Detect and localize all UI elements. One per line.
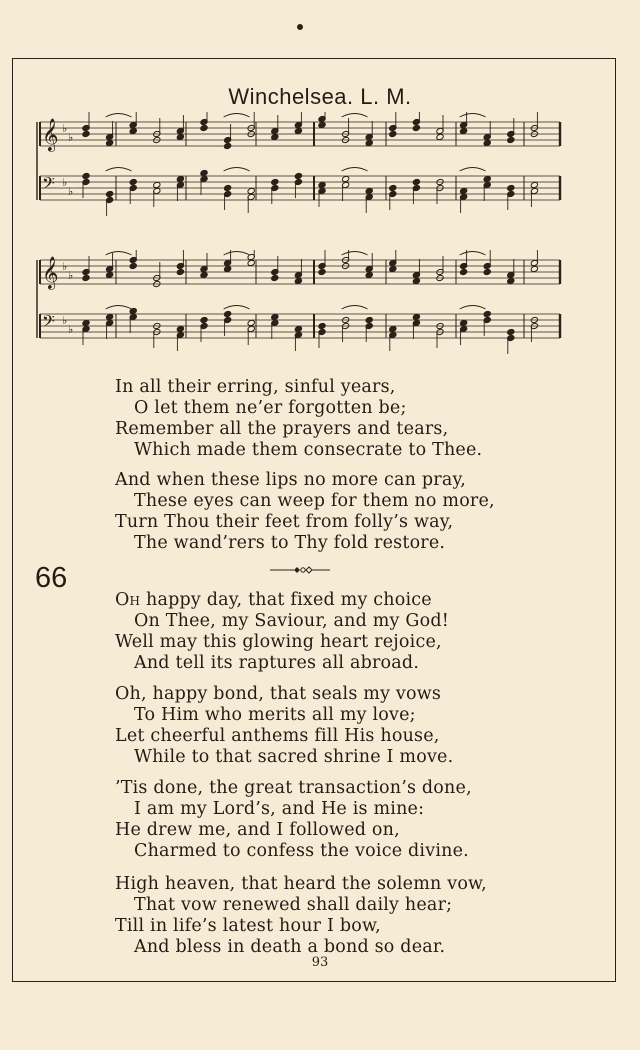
- note-head: [82, 274, 90, 281]
- bass-clef: 𝄢: [42, 311, 55, 335]
- flat-sign: ♭: [62, 260, 68, 273]
- flat-sign: ♭: [68, 131, 74, 144]
- verse-line: Oh, happy bond, that seals my vows: [115, 684, 442, 704]
- slur: [460, 114, 486, 118]
- verse-line: He drew me, and I followed on,: [115, 820, 400, 840]
- note-head: [342, 175, 350, 182]
- note-head: [389, 184, 397, 191]
- stanza: [115, 778, 472, 862]
- note-head: [530, 181, 538, 188]
- verse-line: Remember all the prayers and tears,: [115, 419, 449, 439]
- stanza: [115, 874, 487, 958]
- note-head: [200, 316, 208, 323]
- verse-line-rest: happy day, that fixed my choice: [140, 590, 432, 610]
- slur: [342, 306, 368, 310]
- note-head: [224, 142, 232, 149]
- note-head: [389, 325, 397, 332]
- note-head: [389, 130, 397, 137]
- verse-line: To Him who merits all my love;: [134, 705, 416, 725]
- note-head: [153, 181, 161, 188]
- verse-line: Charmed to confess the voice divine.: [134, 841, 469, 861]
- slur: [342, 252, 368, 256]
- note-head: [224, 310, 232, 317]
- note-head: [106, 271, 114, 278]
- note-head: [271, 178, 279, 185]
- note-head: [294, 127, 302, 134]
- drop-word: Oh: [115, 590, 141, 610]
- note-head: [389, 265, 397, 272]
- note-head: [507, 277, 515, 284]
- verse-line: On Thee, my Saviour, and my God!: [134, 611, 449, 631]
- note-head: [82, 319, 90, 326]
- verse-line: Till in life’s latest hour I bow,: [115, 916, 381, 936]
- verse-line: And when these lips no more can pray,: [115, 470, 466, 490]
- note-head: [318, 121, 326, 128]
- stanza: [115, 590, 449, 674]
- flat-sign: ♭: [62, 122, 68, 135]
- note-head: [483, 175, 491, 182]
- verse-line: Let cheerful anthems fill His house,: [115, 726, 440, 746]
- note-head: [200, 271, 208, 278]
- verse-line: These eyes can weep for them no more,: [134, 491, 495, 511]
- flat-sign: ♭: [68, 323, 74, 336]
- slur: [460, 252, 486, 256]
- note-head: [129, 178, 137, 185]
- note-head: [247, 259, 255, 266]
- note-head: [460, 268, 468, 275]
- note-head: [82, 172, 90, 179]
- note-head: [365, 271, 373, 278]
- note-head: [412, 124, 420, 131]
- note-head: [294, 325, 302, 332]
- music-score-system-1: [36, 112, 564, 222]
- note-head: [318, 322, 326, 329]
- page-number: 93: [311, 955, 329, 970]
- note-head: [224, 184, 232, 191]
- note-head: [129, 127, 137, 134]
- note-head: [176, 133, 184, 140]
- verse-line: While to that sacred shrine I move.: [134, 747, 454, 767]
- verse-line: In all their erring, sinful years,: [115, 377, 396, 397]
- flat-sign: ♭: [62, 314, 68, 327]
- note-head: [507, 136, 515, 143]
- section-divider-ornament: [270, 562, 330, 578]
- tune-title: Winchelsea. L. M.: [228, 84, 412, 109]
- note-head: [200, 169, 208, 176]
- note-head: [483, 268, 491, 275]
- note-head: [365, 316, 373, 323]
- slur: [106, 306, 132, 310]
- note-head: [200, 124, 208, 131]
- note-head: [460, 319, 468, 326]
- verse-line: I am my Lord’s, and He is mine:: [134, 799, 425, 819]
- verse-line: O let them ne’er forgotten be;: [134, 398, 407, 418]
- flat-sign: ♭: [68, 269, 74, 282]
- note-head: [412, 313, 420, 320]
- slur: [224, 114, 250, 118]
- note-head: [176, 175, 184, 182]
- bass-clef: 𝄢: [42, 173, 55, 197]
- stanza: [115, 470, 495, 554]
- note-head: [483, 310, 491, 317]
- note-head: [460, 187, 468, 194]
- note-head: [106, 313, 114, 320]
- note-head: [460, 127, 468, 134]
- note-head: [129, 262, 137, 269]
- note-head: [294, 172, 302, 179]
- note-head: [365, 187, 373, 194]
- slur: [224, 168, 250, 172]
- note-head: [271, 313, 279, 320]
- note-head: [507, 184, 515, 191]
- note-head: [365, 139, 373, 146]
- note-head: [106, 190, 114, 197]
- slur: [106, 114, 132, 118]
- verse-line: Which made them consecrate to Thee.: [134, 440, 483, 460]
- note-head: [271, 274, 279, 281]
- note-head: [294, 277, 302, 284]
- page-top-mark: [297, 24, 303, 30]
- treble-clef: 𝄞: [42, 118, 59, 151]
- slur: [224, 252, 250, 256]
- verse-line: Turn Thou their feet from folly’s way,: [115, 512, 454, 532]
- slur: [460, 168, 486, 172]
- hymn-number: 66: [35, 562, 68, 594]
- slur: [342, 168, 368, 172]
- stanza: [115, 684, 453, 768]
- slur: [106, 168, 132, 172]
- verse-line: High heaven, that heard the solemn vow,: [115, 874, 487, 894]
- stanza: [115, 377, 482, 461]
- flat-sign: ♭: [68, 185, 74, 198]
- verse-line: Well may this glowing heart rejoice,: [115, 632, 442, 652]
- slur: [460, 306, 486, 310]
- slur: [106, 252, 132, 256]
- verse-line: [115, 590, 449, 611]
- note-head: [176, 325, 184, 332]
- note-head: [412, 277, 420, 284]
- music-score-system-2: [36, 250, 564, 360]
- flat-sign: ♭: [62, 176, 68, 189]
- note-head: [82, 130, 90, 137]
- note-head: [530, 265, 538, 272]
- slur: [224, 306, 250, 310]
- verse-line: ’Tis done, the great transaction’s done,: [115, 778, 472, 798]
- note-head: [507, 328, 515, 335]
- note-head: [318, 268, 326, 275]
- verse-line: That vow renewed shall daily hear;: [134, 895, 453, 915]
- note-head: [318, 181, 326, 188]
- verse-line: The wand’rers to Thy fold restore.: [134, 533, 446, 553]
- verse-line: And bless in death a bond so dear.: [134, 937, 446, 957]
- note-head: [412, 178, 420, 185]
- note-head: [247, 187, 255, 194]
- note-head: [224, 265, 232, 272]
- treble-clef: 𝄞: [42, 256, 59, 289]
- note-head: [271, 133, 279, 140]
- note-head: [176, 268, 184, 275]
- note-head: [106, 139, 114, 146]
- note-head: [436, 133, 444, 140]
- verse-line: And tell its raptures all abroad.: [134, 653, 420, 673]
- slur: [342, 114, 368, 118]
- note-head: [247, 319, 255, 326]
- note-head: [483, 139, 491, 146]
